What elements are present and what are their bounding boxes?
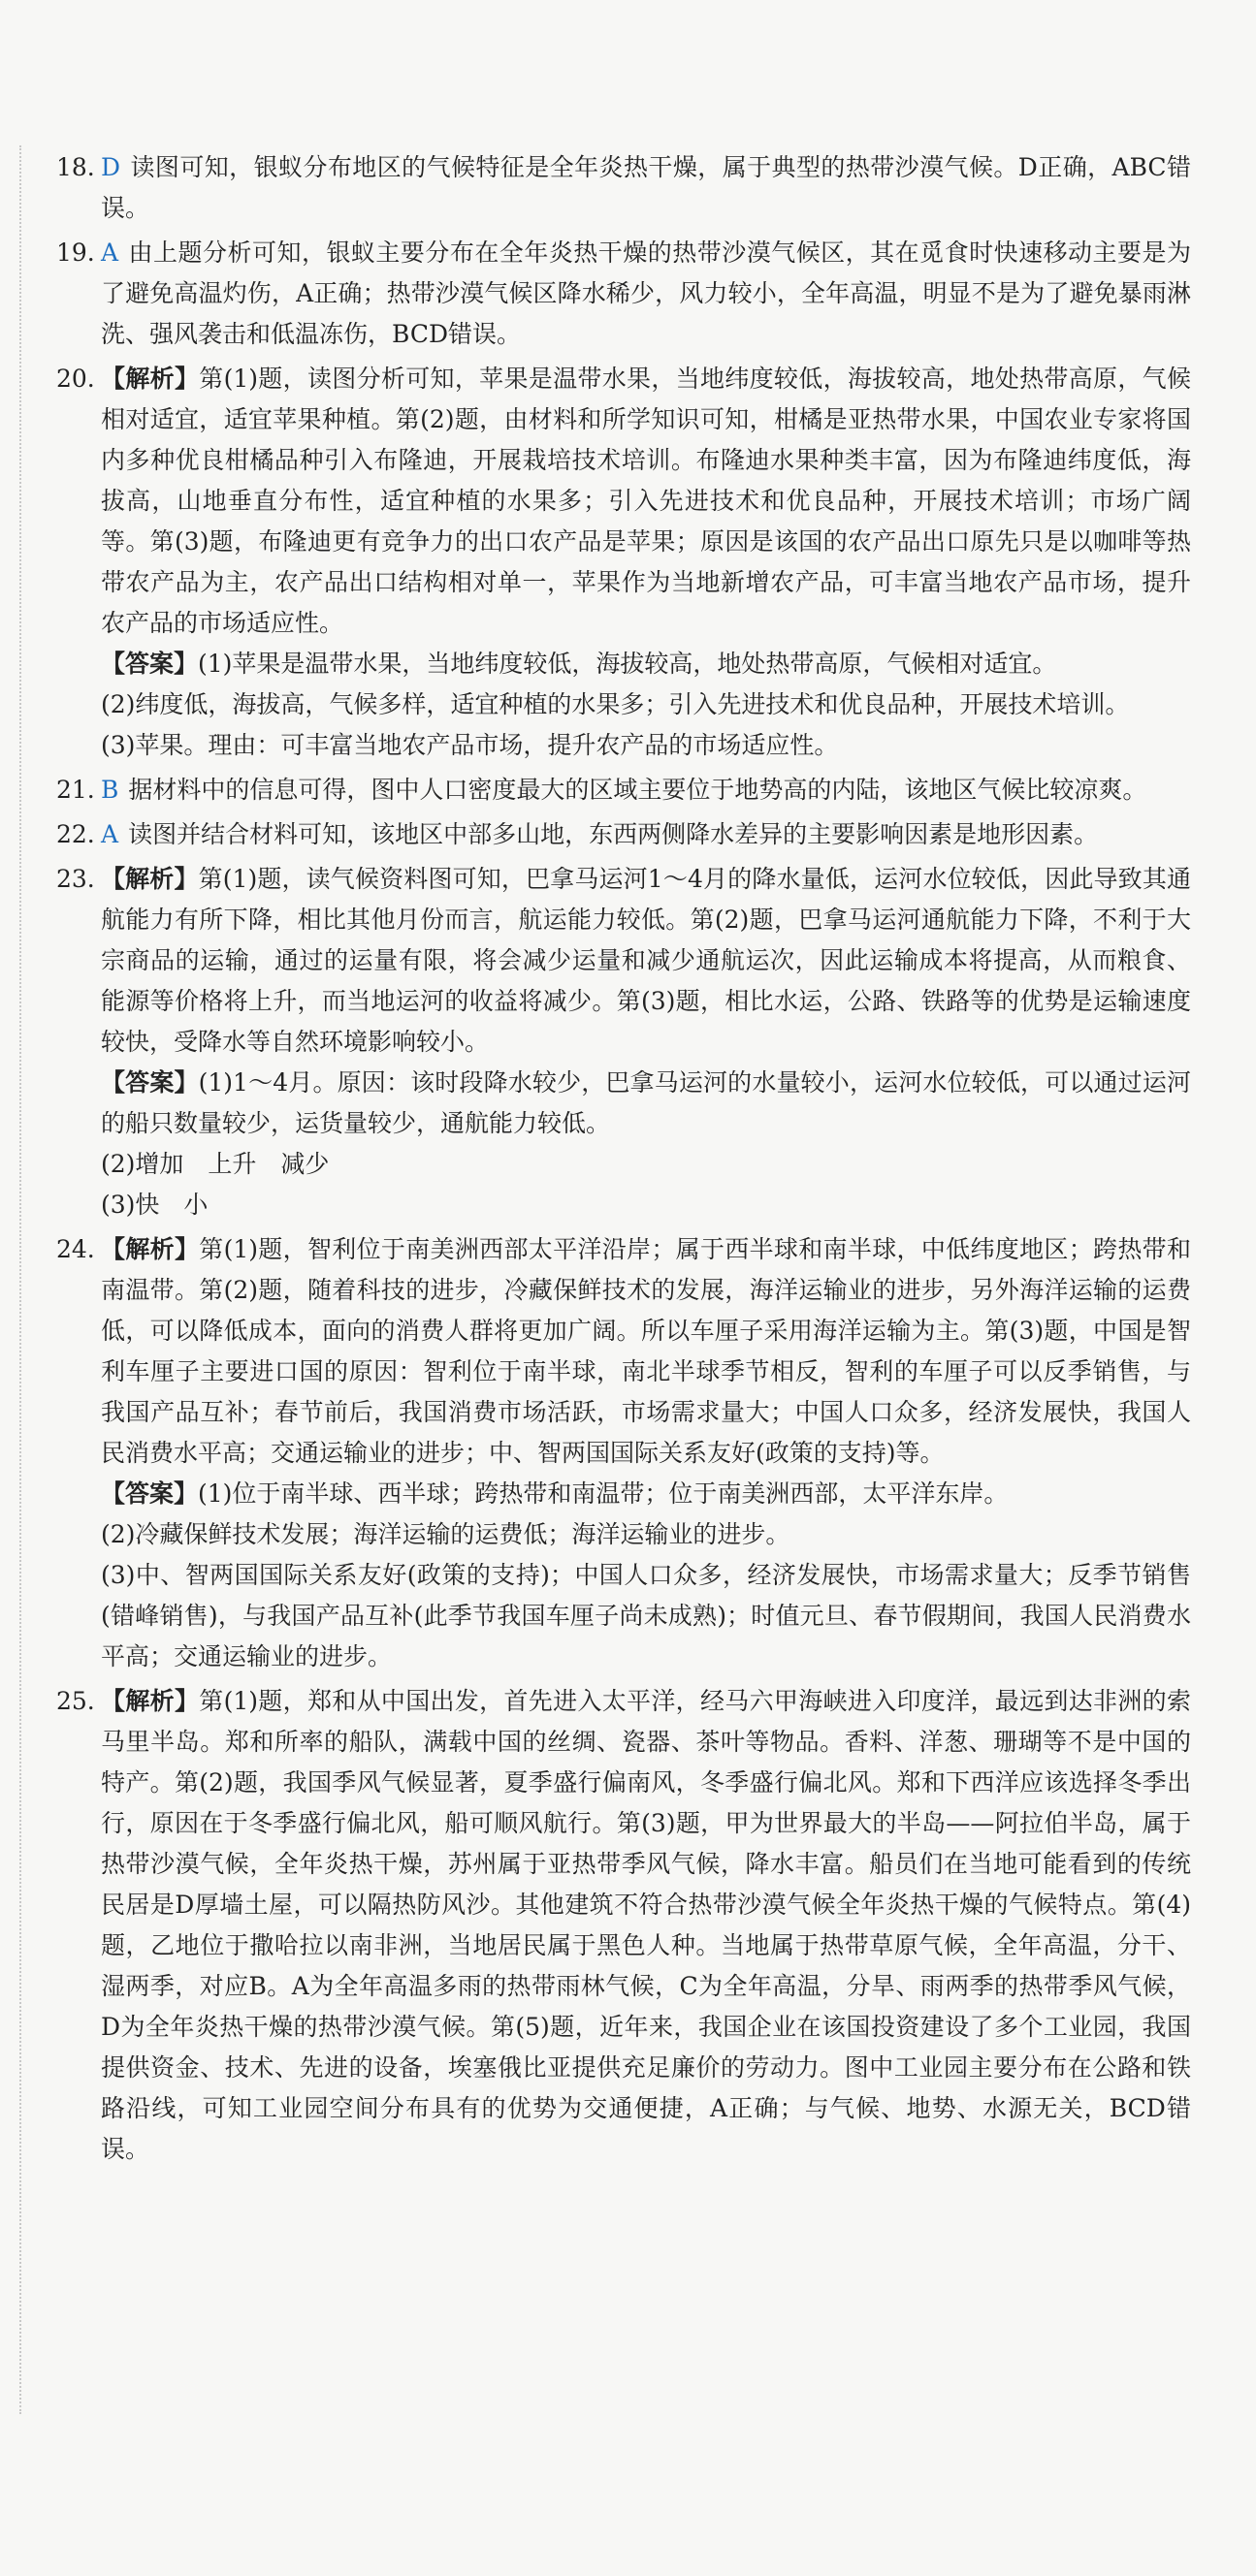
analysis-tag: 【解析】 <box>101 865 199 893</box>
question-number: 22. <box>56 820 95 848</box>
answer-line: (2)冷藏保鲜技术发展；海洋运输的运费低；海洋运输业的进步。 <box>101 1520 790 1548</box>
analysis-tag: 【解析】 <box>101 365 200 393</box>
explanation-text: 据材料中的信息可得，图中人口密度最大的区域主要位于地势高的内陆，该地区气候比较凉爽。 <box>128 776 1147 804</box>
question-number: 21. <box>56 776 95 804</box>
question-number: 23. <box>56 865 95 893</box>
answer-content <box>56 147 1191 2174</box>
question-number: 24. <box>56 1235 95 1263</box>
answer-letter: A <box>101 820 119 848</box>
answer-text: (1)苹果是温带水果，当地纬度较低，海拔较高，地处热带高原，气候相对适宜。 <box>198 650 1057 678</box>
question-18 <box>56 147 1191 229</box>
answer-line <box>56 644 1191 684</box>
question-21 <box>56 770 1191 811</box>
margin-dotted-line <box>19 145 21 2414</box>
answer-line: (2)纬度低，海拔高，气候多样，适宜种植的水果多；引入先进技术和优良品种，开展技术培训。 <box>101 690 1130 718</box>
answer-line <box>56 1063 1191 1144</box>
answer-letter: A <box>101 239 119 267</box>
answer-letter: B <box>101 776 119 804</box>
answer-line: (3)快 小 <box>101 1191 209 1219</box>
answer-text: (1)位于南半球、西半球；跨热带和南温带；位于南美洲西部，太平洋东岸。 <box>198 1479 1009 1508</box>
question-23 <box>56 859 1191 1225</box>
analysis-text: 第(1)题，郑和从中国出发，首先进入太平洋，经马六甲海峡进入印度洋，最远到达非洲的索马里半岛。郑和所率的船队，满载中国的丝绸、瓷器、茶叶等物品。香料、洋葱、珊瑚等不是中国的特产。第(2)题，我国季风气候显著，夏季盛行偏南风，冬季盛行偏北风。郑和下西洋应该选择冬季出行，原因在于冬季盛行偏北风，船可顺风航行。第(3)题，甲为世界最大的半岛——阿拉伯半岛，属于热带沙漠气候，全年炎热干燥，苏州属于亚热带季风气候，降水丰富。船员们在当地可能看到的传统民居是D厚墙土屋，可以隔热防风沙。其他建筑不符合热带沙漠气候全年炎热干燥的气候特点。第(4)题，乙地位于撒哈拉以南非洲，当地居民属于黑色人种。当地属于热带草原气候，全年高温，分干、湿两季，对应B。A为全年高温多雨的热带雨林气候，C为全年高温，分旱、雨两季的热带季风气候，D为全年炎热干燥的热带沙漠气候。第(5)题，近年来，我国企业在该国投资建设了多个工业园，我国提供资金、技术、先进的设备，埃塞俄比亚提供充足廉价的劳动力。图中工业园主要分布在公路和铁路沿线，可知工业园空间分布具有的优势为交通便捷，A正确；与气候、地势、水源无关，BCD错误。 <box>101 1687 1191 2163</box>
answer-line: (2)增加 上升 减少 <box>101 1150 330 1178</box>
explanation-text: 读图并结合材料可知，该地区中部多山地，东西两侧降水差异的主要影响因素是地形因素。 <box>128 820 1099 848</box>
answer-line <box>56 1474 1191 1514</box>
question-number: 20. <box>56 365 95 393</box>
question-20 <box>56 359 1191 766</box>
analysis-tag: 【解析】 <box>101 1235 200 1263</box>
question-24 <box>56 1229 1191 1677</box>
question-number: 25. <box>56 1687 95 1715</box>
explanation-text: 由上题分析可知，银蚁主要分布在全年炎热干燥的热带沙漠气候区，其在觅食时快速移动主要是为了避免高温灼伤，A正确；热带沙漠气候区降水稀少，风力较小，全年高温，明显不是为了避免暴雨淋洗、强风袭击和低温冻伤，BCD错误。 <box>101 239 1191 348</box>
question-25 <box>56 1681 1191 2170</box>
answer-letter: D <box>101 153 121 181</box>
analysis-text: 第(1)题，智利位于南美洲西部太平洋沿岸；属于西半球和南半球，中低纬度地区；跨热带和南温带。第(2)题，随着科技的进步，冷藏保鲜技术的发展，海洋运输业的进步，另外海洋运输的运费低，可以降低成本，面向的消费人群将更加广阔。所以车厘子采用海洋运输为主。第(3)题，中国是智利车厘子主要进口国的原因：智利位于南半球，南北半球季节相反，智利的车厘子可以反季销售，与我国产品互补；春节前后，我国消费市场活跃，市场需求量大；中国人口众多，经济发展快，我国人民消费水平高；交通运输业的进步；中、智两国国际关系友好(政策的支持)等。 <box>101 1235 1191 1467</box>
question-number: 19. <box>56 239 95 267</box>
answer-tag: 【答案】 <box>101 1479 199 1508</box>
answer-tag: 【答案】 <box>101 1068 199 1097</box>
answer-text: (1)1～4月。原因：该时段降水较少，巴拿马运河的水量较小，运河水位较低，可以通过运河的船只数量较少，运货量较少，通航能力较低。 <box>101 1068 1191 1137</box>
analysis-text: 第(1)题，读气候资料图可知，巴拿马运河1～4月的降水量低，运河水位较低，因此导致其通航能力有所下降，相比其他月份而言，航运能力较低。第(2)题，巴拿马运河通航能力下降，不利于大宗商品的运输，通过的运量有限，将会减少运量和减少通航运次，因此运输成本将提高，从而粮食、能源等价格将上升，而当地运河的收益将减少。第(3)题，相比水运，公路、铁路等的优势是运输速度较快，受降水等自然环境影响较小。 <box>101 865 1191 1056</box>
analysis-text: 第(1)题，读图分析可知，苹果是温带水果，当地纬度较低，海拔较高，地处热带高原，气候相对适宜，适宜苹果种植。第(2)题，由材料和所学知识可知，柑橘是亚热带水果，中国农业专家将国内多种优良柑橘品种引入布隆迪，开展栽培技术培训。布隆迪水果种类丰富，因为布隆迪纬度低，海拔高，山地垂直分布性，适宜种植的水果多；引入先进技术和优良品种，开展技术培训；市场广阔等。第(3)题，布隆迪更有竞争力的出口农产品是苹果；原因是该国的农产品出口原先只是以咖啡等热带农产品为主，农产品出口结构相对单一，苹果作为当地新增农产品，可丰富当地农产品市场，提升农产品的市场适应性。 <box>101 365 1191 637</box>
question-22 <box>56 814 1191 855</box>
analysis-tag: 【解析】 <box>101 1687 200 1715</box>
answer-line: (3)中、智两国国际关系友好(政策的支持)；中国人口众多，经济发展快，市场需求量大；反季节销售(错峰销售)，与我国产品互补(此季节我国车厘子尚未成熟)；时值元旦、春节假期间，我国人民消费水平高；交通运输业的进步。 <box>101 1561 1191 1670</box>
explanation-text: 读图可知，银蚁分布地区的气候特征是全年炎热干燥，属于典型的热带沙漠气候。D正确，ABC错误。 <box>101 153 1191 222</box>
question-19 <box>56 233 1191 355</box>
answer-line: (3)苹果。理由：可丰富当地农产品市场，提升农产品的市场适应性。 <box>101 731 839 759</box>
question-number: 18. <box>56 153 95 181</box>
answer-tag: 【答案】 <box>101 650 199 678</box>
